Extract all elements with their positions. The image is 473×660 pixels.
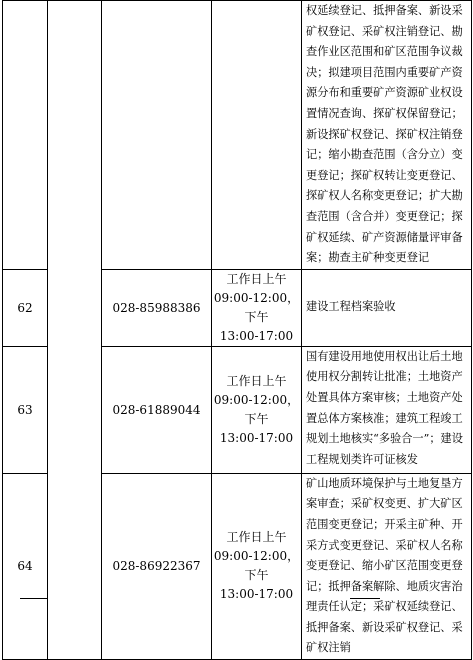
hours-line-2: 09:00-12:00，下午 [213, 549, 300, 583]
service-items: 矿山地质环境保护与土地复垦方案审查；采矿权变更、扩大矿区范围变更登记；开采主矿种、开采方式变更登记、采矿权人名称变更登记、缩小矿区范围变更登记；抵押备案解除、地质灾害治理责任认定；采矿权延续登记、抵押备案、新设采矿权登记、采矿权注销 [302, 473, 472, 659]
table-row [3, 1, 472, 270]
hours-line-1: 工作日上午 [226, 373, 287, 388]
office-hours [212, 269, 302, 346]
phone-number: 028-61889044 [102, 346, 212, 473]
service-table [2, 0, 472, 660]
row-number: 63 [3, 346, 48, 473]
service-items: 建设工程档案验收 [302, 269, 472, 346]
hours-line-3: 13:00-17:00 [219, 587, 294, 602]
hours-line-3: 13:00-17:00 [219, 328, 294, 343]
phone-number [102, 1, 212, 270]
page-break-mark [20, 598, 48, 599]
phone-number: 028-85988386 [102, 269, 212, 346]
service-items: 权延续登记、抵押备案、新设采矿权登记、采矿权注销登记、勘查作业区范围和矿区范围争议裁决；拟建项目范围内重要矿产资源分布和重要矿产资源矿业权设置情况查询、探矿权保留登记；新设探矿权登记、探矿权注销登记；缩小勘查范围（含分立）变更登记；探矿权转让变更登记、探矿权人名称变更登记；扩大勘查范围（含合并）变更登记；探矿权延续、矿产资源储量评审备案；勘查主矿种变更登记 [302, 1, 472, 270]
service-items: 国有建设用地使用权出让后土地使用权分割转让批准；土地资产处置具体方案审核；土地资产处置总体方案核准；建筑工程竣工规划土地核实“多验合一”；建设工程规划类许可证核发 [302, 346, 472, 473]
office-hours [212, 346, 302, 473]
hours-line-1: 工作日上午 [226, 530, 287, 545]
hours-line-2: 09:00-12:00，下午 [213, 392, 300, 426]
row-number [3, 1, 48, 270]
hours-line-1: 工作日上午 [226, 271, 287, 286]
merged-department-cell [48, 1, 102, 660]
hours-line-3: 13:00-17:00 [219, 430, 294, 445]
office-hours [212, 1, 302, 270]
hours-line-2: 09:00-12:00，下午 [213, 290, 300, 324]
row-number: 64 [3, 473, 48, 659]
page-break-mark [350, 598, 380, 599]
office-hours [212, 473, 302, 659]
phone-number: 028-86922367 [102, 473, 212, 659]
row-number: 62 [3, 269, 48, 346]
